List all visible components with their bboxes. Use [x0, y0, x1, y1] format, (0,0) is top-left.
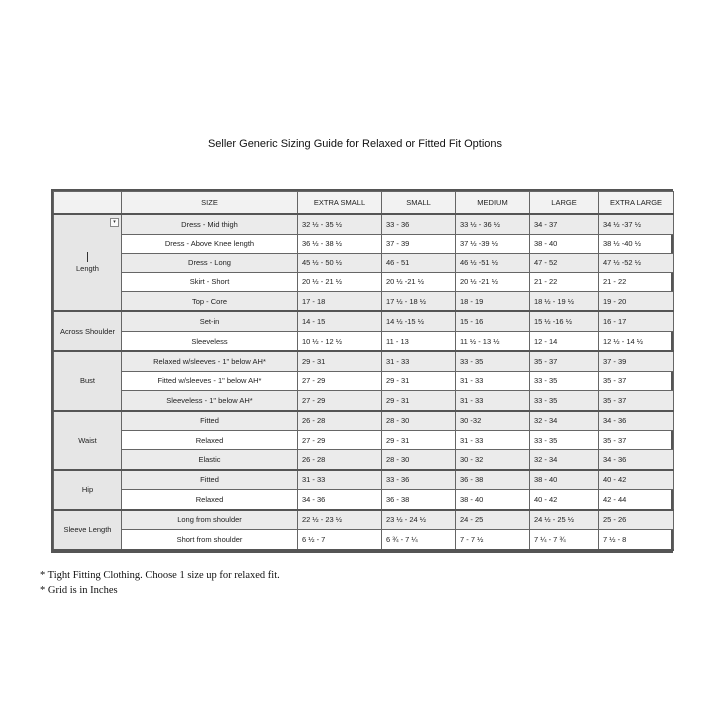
- size-value-cell: 33 - 36: [382, 470, 456, 490]
- size-value-cell: 20 ½ -21 ½: [456, 272, 530, 291]
- page-title: Seller Generic Sizing Guide for Relaxed or Fitted Fit Options: [207, 138, 503, 150]
- size-value-cell: 33 - 35: [530, 390, 599, 410]
- size-value-cell: 28 - 30: [382, 450, 456, 470]
- size-value-cell: 15 ½ -16 ½: [530, 311, 599, 331]
- group-name: Waist: [78, 435, 97, 445]
- size-value-cell: 12 ½ - 14 ½: [599, 331, 674, 351]
- table-row: [54, 331, 674, 351]
- size-value-cell: 46 ½ -51 ½: [456, 253, 530, 272]
- size-value-cell: 12 - 14: [530, 331, 599, 351]
- size-value-cell: 27 - 29: [298, 390, 382, 410]
- size-value-cell: 31 - 33: [456, 431, 530, 450]
- size-value-cell: 47 ½ -52 ½: [599, 253, 674, 272]
- measurement-label: Relaxed: [122, 431, 298, 450]
- size-value-cell: 36 ½ - 38 ½: [298, 234, 382, 253]
- size-value-cell: 46 - 51: [382, 253, 456, 272]
- footnote: * Grid is in Inches: [40, 585, 118, 596]
- table-row: [54, 311, 674, 331]
- table-row: [54, 351, 674, 371]
- size-value-cell: 29 - 31: [382, 390, 456, 410]
- table-row: [54, 253, 674, 272]
- size-value-cell: 33 ½ - 36 ½: [456, 214, 530, 234]
- table-row: [54, 530, 674, 550]
- size-value-cell: 37 ½ -39 ½: [456, 234, 530, 253]
- size-value-cell: 20 ½ -21 ½: [382, 272, 456, 291]
- measurement-label: Skirt - Short: [122, 272, 298, 291]
- measurement-label: Relaxed: [122, 490, 298, 510]
- size-value-cell: 7 ½ - 8: [599, 530, 674, 550]
- size-value-cell: 31 - 33: [456, 371, 530, 390]
- table-row: [54, 390, 674, 410]
- size-value-cell: 21 - 22: [599, 272, 674, 291]
- size-value-cell: 33 - 35: [456, 351, 530, 371]
- table-row: [54, 450, 674, 470]
- measurement-label: Fitted w/sleeves - 1" below AH*: [122, 371, 298, 390]
- group-name: Sleeve Length: [63, 525, 112, 535]
- measurement-label: Fitted: [122, 470, 298, 490]
- size-value-cell: 14 - 15: [298, 311, 382, 331]
- size-value-cell: 32 ½ - 35 ½: [298, 214, 382, 234]
- header-row: [54, 192, 674, 215]
- size-value-cell: 38 - 40: [530, 470, 599, 490]
- size-value-cell: 45 ½ - 50 ½: [298, 253, 382, 272]
- size-value-cell: 27 - 29: [298, 371, 382, 390]
- measurement-label: Dress - Long: [122, 253, 298, 272]
- group-name: Hip: [81, 485, 94, 495]
- size-value-cell: 27 - 29: [298, 431, 382, 450]
- size-value-cell: 31 - 33: [382, 351, 456, 371]
- size-value-cell: 25 - 26: [599, 510, 674, 530]
- size-value-cell: 35 - 37: [599, 431, 674, 450]
- table-row: [54, 371, 674, 390]
- size-value-cell: 7 - 7 ½: [456, 530, 530, 550]
- size-value-cell: 33 - 35: [530, 431, 599, 450]
- size-value-cell: 33 - 35: [530, 371, 599, 390]
- size-value-cell: 23 ½ - 24 ½: [382, 510, 456, 530]
- size-value-cell: 10 ½ - 12 ½: [298, 331, 382, 351]
- measurement-label: Dress - Mid thigh: [122, 214, 298, 234]
- size-value-cell: 30 -32: [456, 411, 530, 431]
- size-value-cell: 32 - 34: [530, 450, 599, 470]
- column-header: EXTRA SMALL: [298, 192, 382, 215]
- table-row: [54, 470, 674, 490]
- size-value-cell: 14 ½ -15 ½: [382, 311, 456, 331]
- column-header: EXTRA LARGE: [599, 192, 674, 215]
- footnotes: [40, 568, 280, 598]
- table-row: [54, 490, 674, 510]
- row-group-label: [54, 214, 122, 311]
- size-value-cell: 36 - 38: [456, 470, 530, 490]
- size-value-cell: 29 - 31: [382, 371, 456, 390]
- measurement-label: Fitted: [122, 411, 298, 431]
- measurement-label: Relaxed w/sleeves - 1" below AH*: [122, 351, 298, 371]
- size-value-cell: 37 - 39: [599, 351, 674, 371]
- size-value-cell: 38 - 40: [530, 234, 599, 253]
- column-header: LARGE: [530, 192, 599, 215]
- size-value-cell: 6 ¾ - 7 ¼: [382, 530, 456, 550]
- size-value-cell: 7 ¼ - 7 ¾: [530, 530, 599, 550]
- measurement-label: Sleeveless: [122, 331, 298, 351]
- size-value-cell: 26 - 28: [298, 450, 382, 470]
- measurement-label: Top - Core: [122, 291, 298, 311]
- row-group-label: [54, 470, 122, 510]
- size-value-cell: 6 ½ - 7: [298, 530, 382, 550]
- size-value-cell: 16 - 17: [599, 311, 674, 331]
- measurement-label: Short from shoulder: [122, 530, 298, 550]
- group-name: Length: [76, 264, 99, 274]
- table-row: [54, 411, 674, 431]
- size-value-cell: 22 ½ - 23 ½: [298, 510, 382, 530]
- size-value-cell: 18 ½ - 19 ½: [530, 291, 599, 311]
- size-value-cell: 33 - 36: [382, 214, 456, 234]
- sizing-table-container: [51, 189, 673, 553]
- size-value-cell: 37 - 39: [382, 234, 456, 253]
- size-value-cell: 17 ½ - 18 ½: [382, 291, 456, 311]
- group-name: Bust: [79, 376, 95, 386]
- table-row: [54, 431, 674, 450]
- footnote: * Tight Fitting Clothing. Choose 1 size up for relaxed fit.: [40, 570, 280, 581]
- size-value-cell: 34 - 36: [599, 450, 674, 470]
- table-row: [54, 272, 674, 291]
- size-value-cell: 40 - 42: [530, 490, 599, 510]
- size-value-cell: 31 - 33: [456, 390, 530, 410]
- table-row: [54, 234, 674, 253]
- size-value-cell: 24 - 25: [456, 510, 530, 530]
- size-value-cell: 35 - 37: [599, 371, 674, 390]
- size-value-cell: 38 - 40: [456, 490, 530, 510]
- size-value-cell: 17 - 18: [298, 291, 382, 311]
- size-value-cell: 19 - 20: [599, 291, 674, 311]
- size-value-cell: 15 - 16: [456, 311, 530, 331]
- column-header: SMALL: [382, 192, 456, 215]
- measurement-label: Dress - Above Knee length: [122, 234, 298, 253]
- size-value-cell: 35 - 37: [599, 390, 674, 410]
- column-header: MEDIUM: [456, 192, 530, 215]
- sizing-table: [53, 191, 674, 551]
- text-cursor-icon: [87, 252, 88, 262]
- group-name: Across Shoulder: [59, 326, 116, 336]
- size-value-cell: 21 - 22: [530, 272, 599, 291]
- size-value-cell: 35 - 37: [530, 351, 599, 371]
- size-value-cell: 34 - 36: [298, 490, 382, 510]
- size-value-cell: 34 ½ -37 ½: [599, 214, 674, 234]
- measurement-label: Long from shoulder: [122, 510, 298, 530]
- measurement-label: Elastic: [122, 450, 298, 470]
- size-value-cell: 26 - 28: [298, 411, 382, 431]
- table-row: [54, 291, 674, 311]
- measurement-label: Set-in: [122, 311, 298, 331]
- filter-dropdown-icon[interactable]: ▾: [110, 218, 119, 227]
- size-value-cell: 40 - 42: [599, 470, 674, 490]
- size-value-cell: 11 ½ - 13 ½: [456, 331, 530, 351]
- size-value-cell: 24 ½ - 25 ½: [530, 510, 599, 530]
- row-group-label: [54, 510, 122, 550]
- size-value-cell: 11 - 13: [382, 331, 456, 351]
- size-value-cell: 29 - 31: [298, 351, 382, 371]
- size-value-cell: 34 - 36: [599, 411, 674, 431]
- size-value-cell: 32 - 34: [530, 411, 599, 431]
- size-value-cell: 31 - 33: [298, 470, 382, 490]
- corner-cell: [54, 192, 122, 215]
- size-value-cell: 34 - 37: [530, 214, 599, 234]
- size-value-cell: 38 ½ -40 ½: [599, 234, 674, 253]
- row-group-label: [54, 311, 122, 351]
- size-value-cell: 47 - 52: [530, 253, 599, 272]
- size-value-cell: 28 - 30: [382, 411, 456, 431]
- column-header: SIZE: [122, 192, 298, 215]
- size-value-cell: 29 - 31: [382, 431, 456, 450]
- table-body: [54, 214, 674, 550]
- size-value-cell: 36 - 38: [382, 490, 456, 510]
- measurement-label: Sleeveless - 1" below AH*: [122, 390, 298, 410]
- size-value-cell: 42 - 44: [599, 490, 674, 510]
- size-value-cell: 20 ½ - 21 ½: [298, 272, 382, 291]
- table-row: [54, 214, 674, 234]
- row-group-label: [54, 411, 122, 470]
- row-group-label: [54, 351, 122, 410]
- size-value-cell: 18 - 19: [456, 291, 530, 311]
- table-row: [54, 510, 674, 530]
- size-value-cell: 30 - 32: [456, 450, 530, 470]
